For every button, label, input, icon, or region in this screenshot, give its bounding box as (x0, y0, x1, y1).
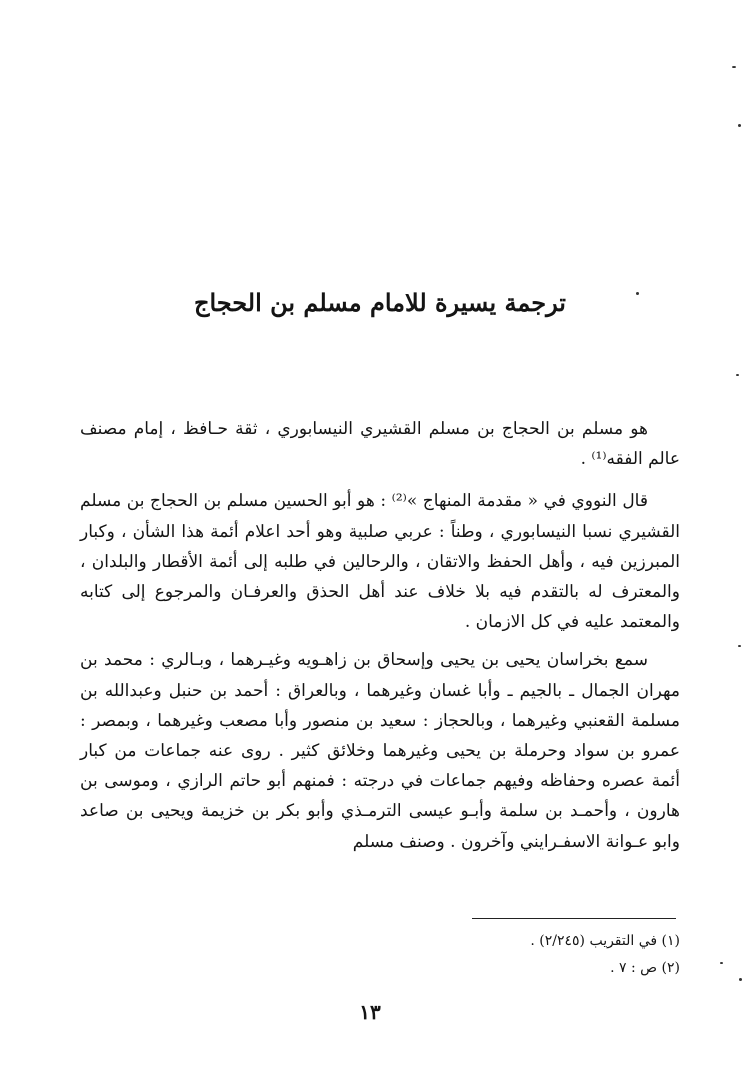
footnote-divider (472, 918, 676, 919)
scan-speck (732, 66, 736, 68)
scan-speck (739, 978, 742, 981)
page-title: ترجمة يسيرة للامام مسلم بن الحجاج (194, 288, 566, 317)
scan-speck (736, 374, 739, 376)
scan-speck (738, 124, 741, 127)
page-number: ١٣ (359, 1000, 381, 1024)
body-text (80, 414, 680, 865)
footnote-1: (١) في التقريب (٢/٢٤٥) . (530, 933, 680, 949)
scan-speck (636, 292, 639, 295)
scan-speck (738, 645, 741, 647)
footnote-2: (٢) ص : ٧ . (610, 960, 680, 976)
paragraph-1: هو مسلم بن الحجاج بن مسلم القشيري النيسابوري ، ثقة حـافظ ، إمام مصنف عالم الفقه⁽¹⁾ . (80, 419, 680, 470)
scan-speck (720, 962, 723, 964)
paragraph-3: سمع بخراسان يحيى بن يحيى وإسحاق بن زاهـويه وغيـرهما ، وبـالري : محمد بن مهران الجمال ـ بالجيم ـ وأبا غسان وغيرهما ، وبالعراق : أحمد بن حنبل وعبدالله بن مسلمة القعنبي وغيرهما ، وبالحجاز : سعيد بن منصور وأبا مصعب وغيرهما ، وبمصر : عمرو بن سواد وحرملة بن يحيى وغيرهما وخلائق كثير . روى عنه جماعات من كبار أئمة عصره وحفاظه وفيهم جماعات في درجته : فمنهم أبو حاتم الرازي ، وموسى بن هارون ، وأحمـد بن سلمة وأبـو عيسى الترمـذي وأبو بكر بن خزيمة ويحيى بن صاعد وابو عـوانة الاسفـرايني وآخرون . وصنف مسلم (80, 650, 680, 852)
paragraph-2: قال النووي في « مقدمة المنهاج »⁽²⁾ : هو أبو الحسين مسلم بن الحجاج بن مسلم القشيري نسبا النيسابوري ، وطناً : عربي صلبية وهو أحد اعلام أئمة هذا الشأن ، وكبار المبرزين فيه ، وأهل الحفظ والاتقان ، والرحالين في طلبه إلى أئمة الأقطار والبلدان ، والمعترف له بالتقدم فيه بلا خلاف عند أهل الحذق والعرفـان والمرجوع إلى كتابه والمعتمد عليه في كل الازمان . (80, 491, 680, 633)
footnotes (300, 928, 680, 982)
